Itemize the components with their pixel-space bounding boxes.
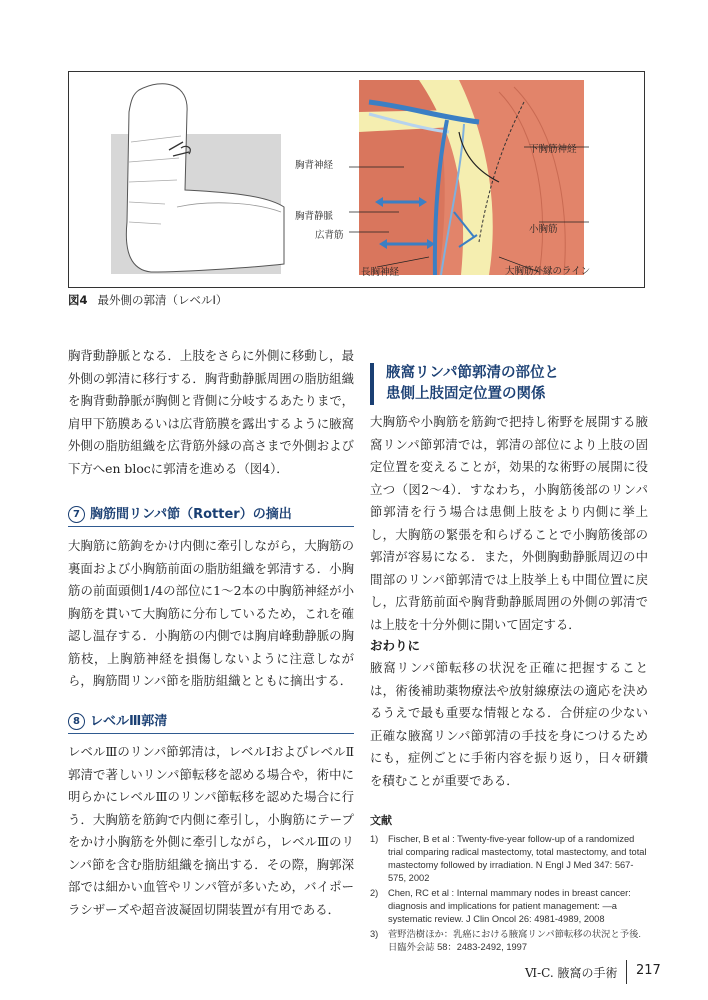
label-pec-outer-line: 大胸筋外縁のライン [505,266,591,277]
left-paragraph-1: 胸背動静脈となる．上肢をさらに外側に移動し，最外側の郭清に移行する．胸背動静脈周囲の脂肪組織を胸背動静脈が胸側と背側に分岐するあたりまで，肩甲下筋膜あるいは広背筋膜を露出するように腋窩外側の脂肪組織を広背筋外縁の高さまで外側および下方へen blocに郭清を進める（図4）． [68,348,354,476]
section-8-heading [68,710,354,734]
conclusion-heading: おわりに [370,638,421,653]
arm-illustration [111,84,284,274]
section-8-title: レベルⅢ郭清 [90,714,168,729]
left-paragraph-2: 大胸筋に筋鉤をかけ内側に牽引しながら，大胸筋の裏面および小胸筋前面の脂肪組織を郭清する．小胸筋の前面頭側1/4の部位に1～2本の中胸筋神経が小胸筋を貫いて大胸筋に分布しているため，これを確認し温存する．小胸筋の内側では胸肩峰動静脈の胸筋枝，上胸筋神経を損傷しないように注意しながら，胸筋間リンパ節を脂肪組織とともに摘出する． [68,538,354,688]
figure-caption [68,292,227,308]
reference-item: 3) 菅野浩樹ほか：乳癌における腋窩リンパ節転移の状況と予後. 日臨外会誌 58：2483-2492, 1997 [370,929,641,952]
label-pectoralis-minor: 小胸筋 [529,224,558,235]
anatomy-illustration [295,80,590,278]
figure-caption-text: 最外側の郭清（レベルⅠ） [97,293,228,307]
label-long-thoracic-nerve: 長胸神経 [361,267,400,278]
section-7-title: 胸筋間リンパ節（Rotter）の摘出 [90,507,292,522]
figure-illustration [69,72,644,287]
references-list [370,833,648,956]
figure-4 [68,71,645,288]
right-paragraph-2: 腋窩リンパ節転移の状況を正確に把握することは，術後補助薬物療法や放射線療法の適応を決めるうえで最も重要な情報となる．合併症の少ない正確な腋窩リンパ節郭清の手技を身につけるためにも，症例ごとに手術内容を振り返り，日々研鑽を積むことが重要である． [370,660,648,788]
left-paragraph-3: レベルⅢのリンパ節郭清は，レベルⅠおよびレベルⅡ郭清で著しいリンパ節転移を認める場合や，術中に明らかにレベルⅢのリンパ節転移を認めた場合に行う．大胸筋を筋鉤で内側に牽引し，小胸筋にテープをかけ小胸筋を外側に牽引しながら，レベルⅢのリンパ節を含む脂肪組織を摘出する．その際，胸郭深部では細かい血管やリンパ管が多いため，バイポーラシザーズや超音波凝固切開装置が有用である． [68,744,354,917]
label-thoracodorsal-nerve: 胸背神経 [295,160,334,171]
figure-number: 図4 [68,293,88,307]
reference-item: 1) Fischer, B et al : Twenty-five-year follow-up of a randomized trial comparing radical mastectomy, total mastectomy, and total mastectomy followed by irradiation. N Engl J Med 347: 567-575, 2002 [370,834,647,883]
footer-divider [626,960,627,984]
references-heading: 文献 [370,814,392,827]
heading-line-1: 腋窩リンパ節郭清の部位と [386,365,559,381]
label-latissimus-dorsi: 広背筋 [315,230,344,241]
page-number: 217 [636,963,661,978]
heading-line-2: 患側上肢固定位置の関係 [386,386,546,402]
right-paragraph-1: 大胸筋や小胸筋を筋鉤で把持し術野を展開する腋窩リンパ節郭清では，郭清の部位により上肢の固定位置を変えることが，効果的な術野の展開に役立つ（図2～4）．すなわち，小胸筋後部のリンパ節郭清を行う場合は患側上肢をより内側に挙上し，大胸筋の緊張を和らげることで小胸筋後部の郭清が容易になる．また，外側胸動静脈周辺の中間部のリンパ節郭清では上肢挙上も中間位置に戻し，広背筋前面や胸背動静脈周囲の外側の郭清では上肢を十分外側に開いて固定する． [370,414,648,632]
section-8-number: 8 [68,713,85,730]
right-section-heading [370,363,648,405]
label-thoracodorsal-vein: 胸背静脈 [295,211,334,222]
section-7-number: 7 [68,506,85,523]
label-lower-pectoral-nerve: 下胸筋神経 [529,144,577,155]
section-7-heading [68,503,354,527]
footer-section-title: Ⅵ-C. 腋窩の手術 [525,966,618,980]
reference-item: 2) Chen, RC et al : Internal mammary nodes in breast cancer: diagnosis and implications for patient management: —a systematic review. J Clin Oncol 26: 4981-4989, 2008 [370,888,631,924]
